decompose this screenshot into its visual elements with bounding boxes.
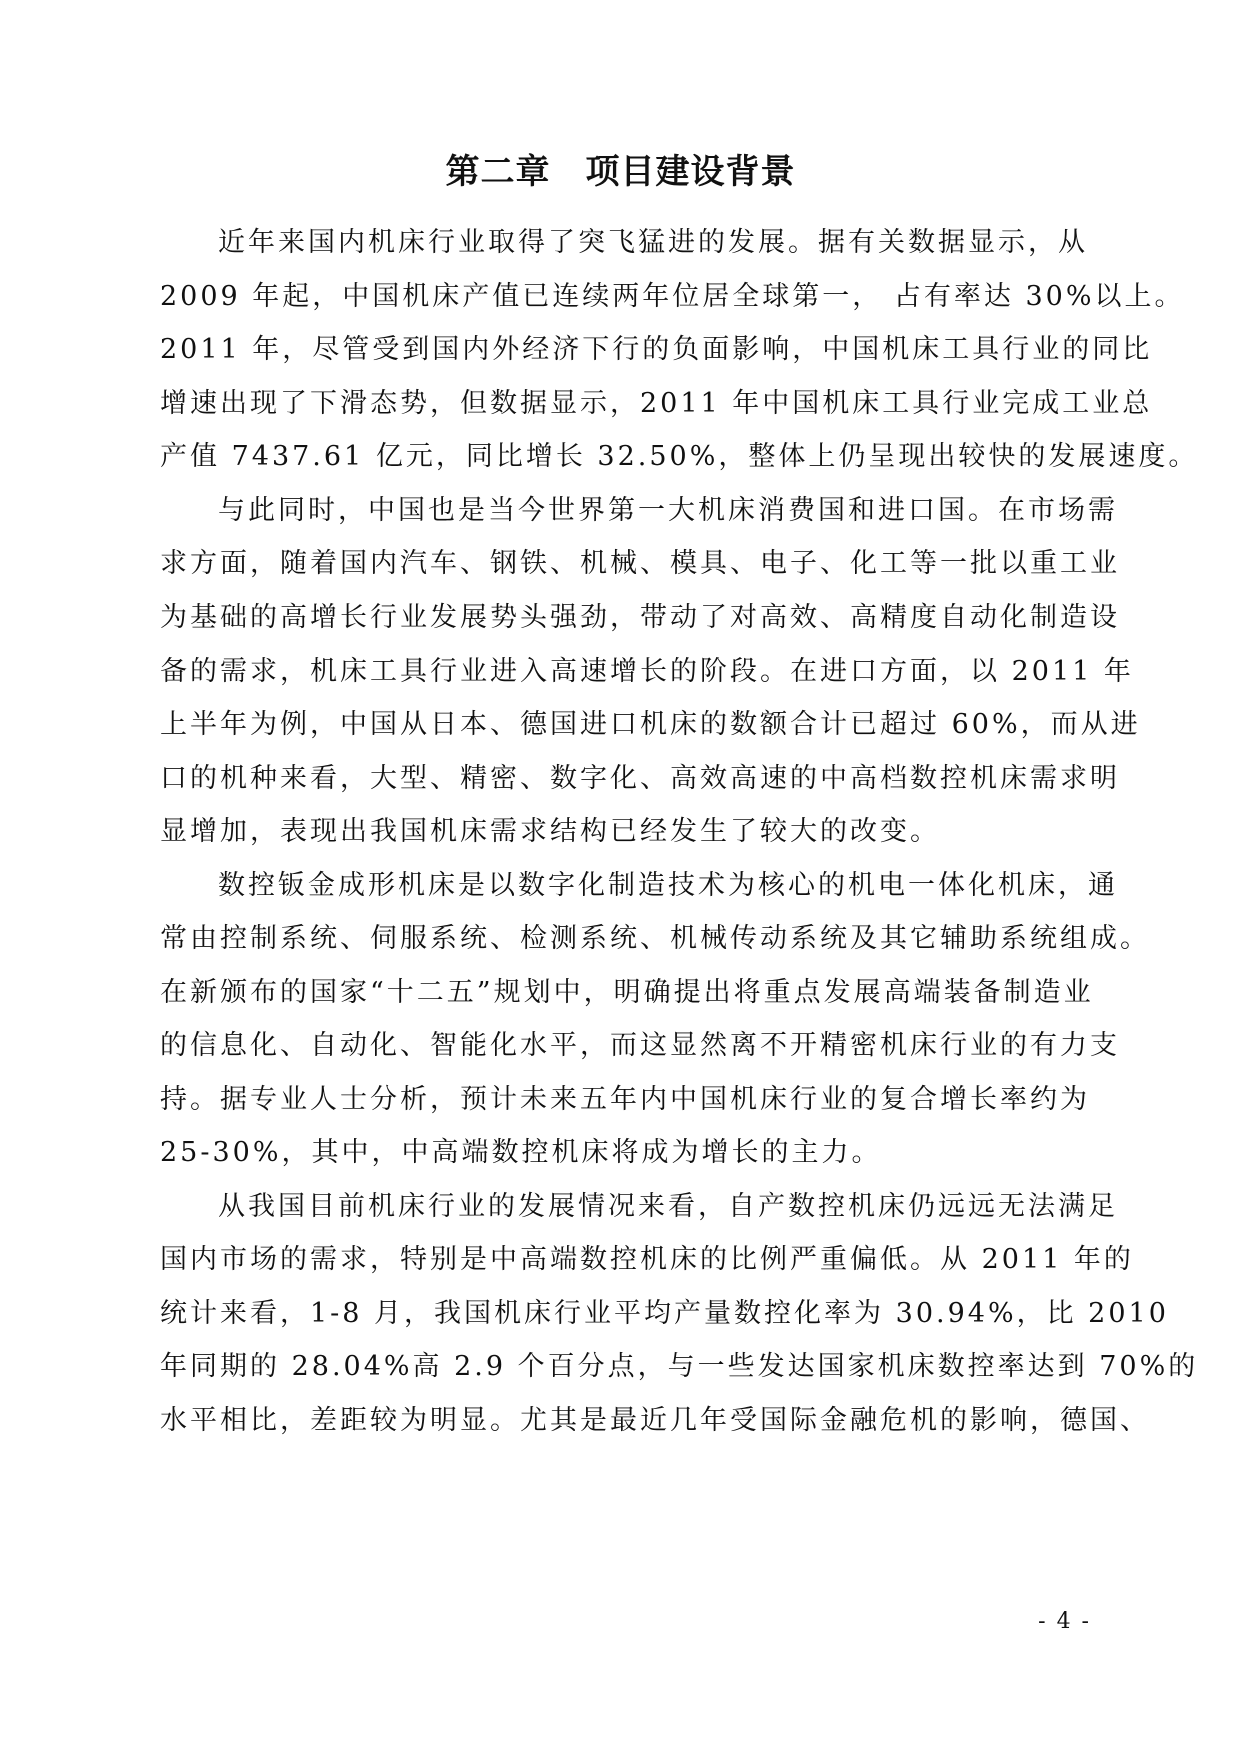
paragraph-3-line-6: 25-30%，其中，中高端数控机床将成为增长的主力。 [160,1137,882,1168]
paragraph-1-line-1: 近年来国内机床行业取得了突飞猛进的发展。据有关数据显示，从 [218,227,1088,258]
paragraph-3-line-5: 持。据专业人士分析，预计未来五年内中国机床行业的复合增长率约为 [160,1084,1090,1115]
paragraph-3-line-3: 在新颁布的国家“十二五”规划中，明确提出将重点发展高端装备制造业 [160,977,1094,1008]
paragraph-2-line-2: 求方面，随着国内汽车、钢铁、机械、模具、电子、化工等一批以重工业 [160,548,1120,579]
paragraph-4-line-3: 统计来看，1-8 月，我国机床行业平均产量数控化率为 30.94%，比 2010 [160,1298,1169,1329]
paragraph-3-line-4: 的信息化、自动化、智能化水平，而这显然离不开精密机床行业的有力支 [160,1030,1120,1061]
page-number: - 4 - [1038,1609,1091,1634]
chapter-title: 第二章 项目建设背景 [445,152,796,192]
paragraph-1-line-2: 2009 年起，中国机床产值已连续两年位居全球第一， 占有率达 30%以上。 [160,281,1185,312]
paragraph-3-line-1: 数控钣金成形机床是以数字化制造技术为核心的机电一体化机床，通 [218,870,1118,901]
paragraph-2-line-7: 显增加，表现出我国机床需求结构已经发生了较大的改变。 [160,816,940,847]
paragraph-2-line-6: 口的机种来看，大型、精密、数字化、高效高速的中高档数控机床需求明 [160,763,1120,794]
paragraph-4-line-5: 水平相比，差距较为明显。尤其是最近几年受国际金融危机的影响，德国、 [160,1405,1150,1436]
paragraph-2-line-5: 上半年为例，中国从日本、德国进口机床的数额合计已超过 60%，而从进 [160,709,1141,740]
paragraph-2-line-4: 备的需求，机床工具行业进入高速增长的阶段。在进口方面，以 2011 年 [160,656,1134,687]
paragraph-2-line-1: 与此同时，中国也是当今世界第一大机床消费国和进口国。在市场需 [218,495,1118,526]
paragraph-1-line-3: 2011 年，尽管受到国内外经济下行的负面影响，中国机床工具行业的同比 [160,334,1153,365]
paragraph-1-line-4: 增速出现了下滑态势，但数据显示，2011 年中国机床工具行业完成工业总 [160,388,1153,419]
paragraph-1-line-5: 产值 7437.61 亿元，同比增长 32.50%，整体上仍呈现出较快的发展速度。 [160,441,1199,472]
paragraph-4-line-2: 国内市场的需求，特别是中高端数控机床的比例严重偏低。从 2011 年的 [160,1244,1134,1275]
paragraph-3-line-2: 常由控制系统、伺服系统、检测系统、机械传动系统及其它辅助系统组成。 [160,923,1150,954]
paragraph-2-line-3: 为基础的高增长行业发展势头强劲，带动了对高效、高精度自动化制造设 [160,602,1120,633]
paragraph-4-line-4: 年同期的 28.04%高 2.9 个百分点，与一些发达国家机床数控率达到 70%的 [160,1351,1199,1382]
paragraph-4-line-1: 从我国目前机床行业的发展情况来看，自产数控机床仍远远无法满足 [218,1191,1118,1222]
